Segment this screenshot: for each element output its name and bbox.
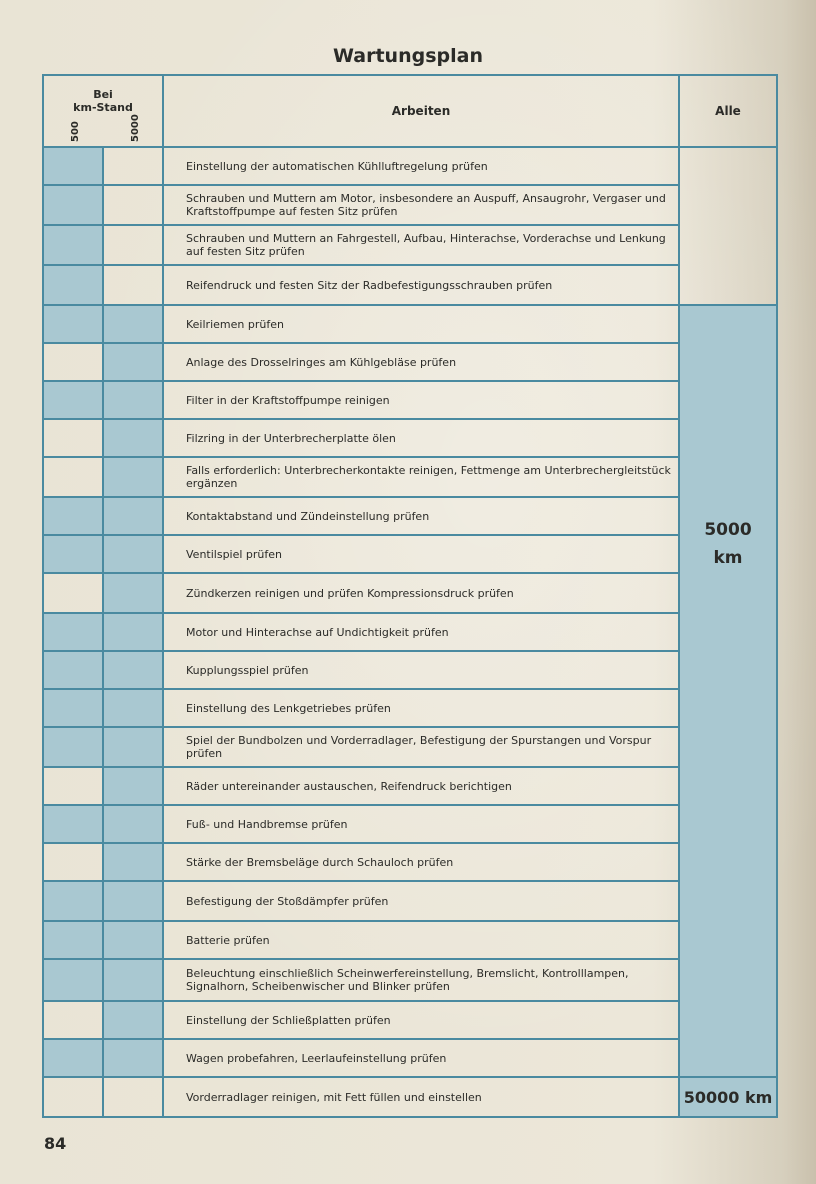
table-row	[43, 305, 777, 343]
header-alle: Alle	[679, 75, 777, 147]
km5000-cell	[103, 343, 163, 381]
km5000-cell	[103, 535, 163, 573]
km500-cell	[43, 265, 103, 305]
km500-cell	[43, 225, 103, 265]
table-row	[43, 265, 777, 305]
km500-cell	[43, 535, 103, 573]
page-number: 84	[44, 1134, 67, 1153]
km5000-cell	[103, 613, 163, 651]
km500-cell	[43, 767, 103, 805]
table-row	[43, 689, 777, 727]
table-row	[43, 651, 777, 689]
interval-5000-unit: km	[713, 548, 743, 568]
header-col-500: 500	[70, 121, 81, 142]
km500-cell	[43, 147, 103, 185]
task-text: Räder untereinander austauschen, Reifendruck berichtigen	[163, 767, 679, 805]
km5000-cell	[103, 881, 163, 921]
km500-cell	[43, 689, 103, 727]
table-row	[43, 497, 777, 535]
km500-cell	[43, 727, 103, 767]
km5000-cell	[103, 225, 163, 265]
task-text: Keilriemen prüfen	[163, 305, 679, 343]
km500-cell	[43, 651, 103, 689]
table-row	[43, 921, 777, 959]
maintenance-table	[42, 74, 778, 1118]
km5000-cell	[103, 305, 163, 343]
table-row	[43, 535, 777, 573]
table-row	[43, 419, 777, 457]
header-km-stand	[43, 75, 163, 147]
km500-cell	[43, 1077, 103, 1117]
task-text: Filzring in der Unterbrecherplatte ölen	[163, 419, 679, 457]
task-text: Filter in der Kraftstoffpumpe reinigen	[163, 381, 679, 419]
header-row	[43, 75, 777, 147]
km500-cell	[43, 613, 103, 651]
table-row	[43, 767, 777, 805]
task-text: Einstellung des Lenkgetriebes prüfen	[163, 689, 679, 727]
table-row	[43, 959, 777, 1001]
km500-cell	[43, 881, 103, 921]
table-row	[43, 1077, 777, 1117]
km5000-cell	[103, 457, 163, 497]
table-row	[43, 185, 777, 225]
interval-50000-cell: 50000 km	[679, 1077, 777, 1117]
km500-cell	[43, 921, 103, 959]
km500-cell	[43, 1039, 103, 1077]
km5000-cell	[103, 573, 163, 613]
km500-cell	[43, 381, 103, 419]
km5000-cell	[103, 419, 163, 457]
km500-cell	[43, 419, 103, 457]
table-row	[43, 457, 777, 497]
task-text: Reifendruck und festen Sitz der Radbefestigungsschrauben prüfen	[163, 265, 679, 305]
header-bei: Bei	[93, 88, 113, 101]
task-text: Wagen probefahren, Leerlaufeinstellung prüfen	[163, 1039, 679, 1077]
task-text: Kupplungsspiel prüfen	[163, 651, 679, 689]
table-row	[43, 147, 777, 185]
km5000-cell	[103, 1039, 163, 1077]
task-text: Spiel der Bundbolzen und Vorderradlager, Befestigung der Spurstangen und Vorspur prüfen	[163, 727, 679, 767]
task-text: Einstellung der Schließplatten prüfen	[163, 1001, 679, 1039]
km500-cell	[43, 497, 103, 535]
km500-cell	[43, 805, 103, 843]
table-row	[43, 573, 777, 613]
task-text: Beleuchtung einschließlich Scheinwerfereinstellung, Bremslicht, Kontrolllampen, Signalhorn, Scheibenwischer und Blinker prüfen	[163, 959, 679, 1001]
interval-5000-value: 5000	[704, 520, 752, 540]
table-row	[43, 613, 777, 651]
task-text: Einstellung der automatischen Kühlluftregelung prüfen	[163, 147, 679, 185]
km5000-cell	[103, 1077, 163, 1117]
table-row	[43, 843, 777, 881]
km5000-cell	[103, 265, 163, 305]
task-text: Motor und Hinterachse auf Undichtigkeit prüfen	[163, 613, 679, 651]
km500-cell	[43, 573, 103, 613]
header-arbeiten: Arbeiten	[163, 75, 679, 147]
km5000-cell	[103, 767, 163, 805]
table-row	[43, 381, 777, 419]
task-text: Zündkerzen reinigen und prüfen Kompressionsdruck prüfen	[163, 573, 679, 613]
interval-5000-cell	[679, 305, 777, 1077]
task-text: Befestigung der Stoßdämpfer prüfen	[163, 881, 679, 921]
task-text: Stärke der Bremsbeläge durch Schauloch prüfen	[163, 843, 679, 881]
table-row	[43, 343, 777, 381]
km5000-cell	[103, 921, 163, 959]
km500-cell	[43, 185, 103, 225]
task-text: Schrauben und Muttern am Motor, insbesondere an Auspuff, Ansaugrohr, Vergaser und Kraftstoffpumpe auf festen Sitz prüfen	[163, 185, 679, 225]
km5000-cell	[103, 727, 163, 767]
km5000-cell	[103, 185, 163, 225]
km5000-cell	[103, 805, 163, 843]
task-text: Fuß- und Handbremse prüfen	[163, 805, 679, 843]
task-text: Kontaktabstand und Zündeinstellung prüfen	[163, 497, 679, 535]
task-text: Schrauben und Muttern an Fahrgestell, Aufbau, Hinterachse, Vorderachse und Lenkung auf festen Sitz prüfen	[163, 225, 679, 265]
task-text: Anlage des Drosselringes am Kühlgebläse prüfen	[163, 343, 679, 381]
km5000-cell	[103, 959, 163, 1001]
km5000-cell	[103, 147, 163, 185]
km5000-cell	[103, 381, 163, 419]
km500-cell	[43, 843, 103, 881]
km5000-cell	[103, 651, 163, 689]
km500-cell	[43, 959, 103, 1001]
km500-cell	[43, 457, 103, 497]
table-row	[43, 727, 777, 767]
table-row	[43, 881, 777, 921]
km500-cell	[43, 305, 103, 343]
table-row	[43, 1039, 777, 1077]
km5000-cell	[103, 1001, 163, 1039]
table-row	[43, 1001, 777, 1039]
km5000-cell	[103, 689, 163, 727]
task-text: Vorderradlager reinigen, mit Fett füllen und einstellen	[163, 1077, 679, 1117]
km5000-cell	[103, 843, 163, 881]
header-col-5000: 5000	[130, 114, 141, 142]
alle-empty-cell	[679, 147, 777, 305]
table-row	[43, 805, 777, 843]
task-text: Batterie prüfen	[163, 921, 679, 959]
km5000-cell	[103, 497, 163, 535]
km500-cell	[43, 343, 103, 381]
task-text: Falls erforderlich: Unterbrecherkontakte reinigen, Fettmenge am Unterbrechergleitstück ergänzen	[163, 457, 679, 497]
header-km-stand-label: km-Stand	[73, 101, 133, 114]
km500-cell	[43, 1001, 103, 1039]
page-title: Wartungsplan	[333, 45, 483, 67]
table-row	[43, 225, 777, 265]
task-text: Ventilspiel prüfen	[163, 535, 679, 573]
